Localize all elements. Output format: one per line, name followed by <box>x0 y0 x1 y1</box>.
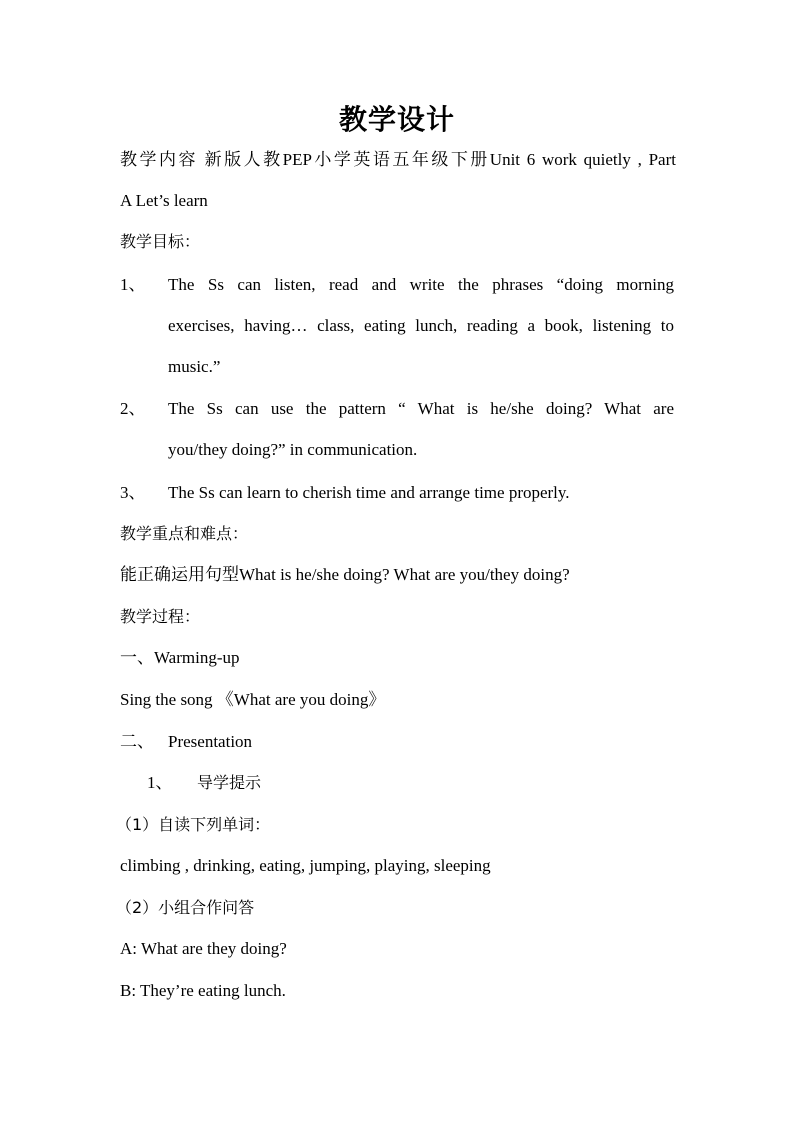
key-points-heading: 教学重点和难点： <box>120 524 249 543</box>
objective-1-number: 1、 <box>120 275 146 294</box>
objective-2-line-2: you/they doing?” in communication. <box>168 440 418 459</box>
objective-1-line-3: music.” <box>168 357 221 376</box>
content-line-1: 教学内容 新版人教PEP小学英语五年级下册Unit 6 work quietly , Part <box>120 150 676 169</box>
step-2-sub-label: 导学提示 <box>197 773 262 792</box>
step-2-label: Presentation <box>168 732 253 751</box>
objective-3-line-1: The Ss can learn to cherish time and arrange time properly. <box>168 483 570 502</box>
dialog-line-b: B: They’re eating lunch. <box>120 981 286 1000</box>
step-1-heading: 一、Warming-up <box>120 648 240 667</box>
sub-item-1: （1）自读下列单词： <box>116 815 271 834</box>
process-heading: 教学过程： <box>120 607 201 626</box>
objective-2-line-1: The Ss can use the pattern “ What is he/she doing? What are <box>168 399 674 418</box>
key-points-text: 能正确运用句型What is he/she doing? What are you/they doing? <box>120 565 570 584</box>
objective-1-line-2: exercises, having… class, eating lunch, reading a book, listening to <box>168 316 674 335</box>
objective-1-line-1: The Ss can listen, read and write the phrases “doing morning <box>168 275 674 294</box>
document-title: 教学设计 <box>338 103 455 136</box>
sub-item-2: （2）小组合作问答 <box>116 898 255 917</box>
objective-3-number: 3、 <box>120 483 146 502</box>
objectives-heading: 教学目标： <box>120 232 201 251</box>
dialog-line-a: A: What are they doing? <box>120 939 287 958</box>
step-2-sub-number: 1、 <box>147 773 173 792</box>
objective-2-number: 2、 <box>120 399 146 418</box>
word-list: climbing , drinking, eating, jumping, playing, sleeping <box>120 856 491 875</box>
step-1-text: Sing the song 《What are you doing》 <box>120 690 386 709</box>
step-2-number: 二、 <box>120 732 154 751</box>
content-line-2: A Let’s learn <box>120 191 208 210</box>
